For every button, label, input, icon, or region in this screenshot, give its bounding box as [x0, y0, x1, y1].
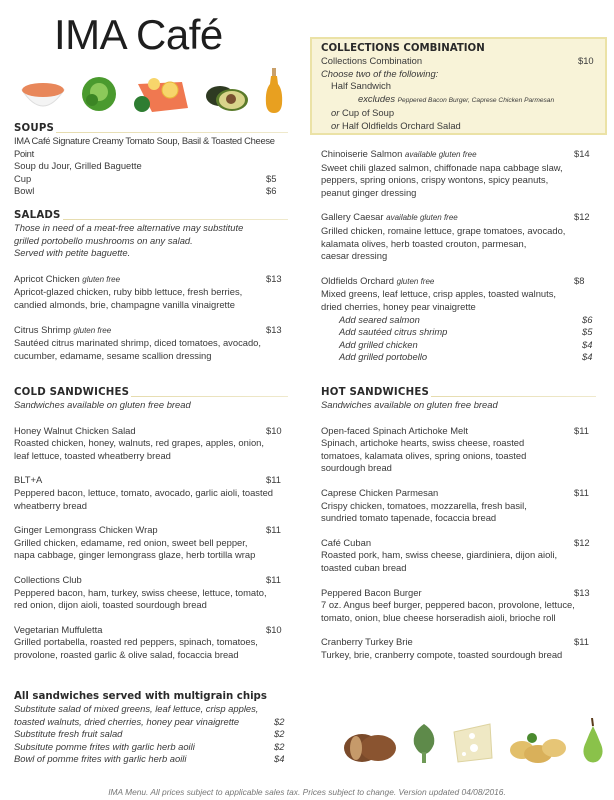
excludes-items: Peppered Bacon Burger, Caprese Chicken Parmesan	[397, 96, 555, 104]
soup-size-cup	[14, 173, 288, 186]
sides-section	[14, 690, 288, 766]
item-desc: Crispy chicken, tomatoes, mozzarella, fresh basil,	[321, 499, 527, 511]
item-desc: wheatberry bread	[14, 499, 87, 511]
cold-sandwiches-heading	[14, 386, 288, 399]
sides-heading: All sandwiches served with multigrain chips	[14, 691, 267, 702]
item-desc: kalamata olives, herb toasted crouton, parmesan,	[321, 237, 527, 249]
side-label: Bowl of pomme frites with garlic herb aoili	[14, 753, 187, 765]
or-label: or	[331, 119, 340, 131]
soups-heading	[14, 122, 288, 135]
menu-item-chinoiserie-salmon	[321, 148, 596, 199]
item-name: Collections Club	[14, 573, 82, 585]
menu-item-honey-walnut	[14, 425, 288, 463]
addon-salmon	[321, 314, 596, 327]
combination-heading: COLLECTIONS COMBINATION	[321, 43, 485, 54]
item-desc: Turkey, brie, cranberry compote, toasted sourdough bread	[321, 648, 563, 660]
item-desc: dried cherries, honey pear vinaigrette	[321, 300, 476, 312]
price: $10	[266, 623, 282, 635]
item-name: Vegetarian Muffuletta	[14, 623, 103, 635]
divider	[56, 132, 288, 133]
side-label: Substitute fresh fruit salad	[14, 728, 123, 740]
addon-label: Add grilled chicken	[339, 338, 418, 350]
gluten-free-tag: available gluten free	[386, 213, 458, 223]
price: $14	[574, 148, 590, 159]
item-name: Cranberry Turkey Brie	[321, 636, 413, 648]
cafe-title: IMA Café	[54, 11, 223, 58]
price: $2	[274, 715, 285, 727]
item-name: Café Cuban	[321, 536, 372, 548]
price: $13	[266, 272, 282, 284]
addon-portobello	[321, 351, 596, 364]
avocado-icon	[204, 78, 250, 114]
item-desc: Peppered bacon, lettuce, tomato, avocado, garlic aioli, toasted	[14, 486, 274, 498]
item-desc: Spinach, artichoke hearts, swiss cheese, roasted	[321, 437, 525, 449]
item-name: Honey Walnut Chicken Salad	[14, 424, 136, 436]
item-desc: cucumber, edamame, sesame scallion dressing	[14, 349, 212, 361]
menu-item-caprese-chicken	[321, 487, 596, 525]
item-name: Chinoiserie Salmon	[321, 148, 403, 159]
item-name: Peppered Bacon Burger	[321, 586, 422, 598]
item-desc: red onion, dijon aioli, toasted sourdough bread	[14, 599, 207, 611]
combination-option-2	[321, 107, 596, 120]
price: $12	[574, 536, 590, 548]
price: $11	[574, 486, 589, 498]
item-desc: Apricot-glazed chicken, ruby bibb lettuce, fresh berries,	[14, 286, 243, 298]
addon-shrimp	[321, 326, 596, 339]
cold-sandwiches-section	[14, 386, 288, 674]
item-desc: Roasted chicken, honey, walnuts, red grapes, apples, onion,	[14, 437, 264, 449]
menu-item-citrus-shrimp	[14, 324, 288, 363]
menu-item-collections-club	[14, 574, 288, 612]
item-desc: 7 oz. Angus beef burger, peppered bacon, provolone, lettuce,	[321, 599, 575, 611]
price: $4	[582, 351, 593, 363]
footer-note: IMA Menu. All prices subject to applicable sales tax. Prices subject to change. Version updated 04/08/2016.	[108, 787, 506, 797]
item-desc: tomatoes, kalamata olives, spring onions, toasted	[321, 449, 527, 461]
menu-item-gallery-caesar	[321, 211, 596, 262]
item-name: Apricot Chicken	[14, 272, 80, 284]
menu-item-muffuletta	[14, 624, 288, 662]
price: $12	[574, 211, 590, 223]
item-name: BLT+A	[14, 474, 43, 486]
price: $10	[266, 424, 282, 436]
hot-sandwiches-note: Sandwiches available on gluten free bread	[321, 399, 498, 410]
item-desc: Sweet chili glazed salmon, chiffonade napa cabbage slaw,	[321, 161, 563, 173]
divider	[431, 396, 596, 397]
hot-sandwiches-section	[321, 386, 596, 674]
side-line: Substitute salad of mixed greens, leaf lettuce, crisp apples,	[14, 703, 259, 714]
gluten-free-tag: gluten free	[396, 276, 435, 286]
price: $11	[266, 474, 281, 486]
bread-icon	[340, 728, 398, 764]
item-desc: provolone, roasted garlic & olive salad, focaccia bread	[14, 648, 239, 660]
price: $6	[266, 185, 277, 197]
artichoke-icon	[410, 722, 438, 764]
gluten-free-tag: gluten free	[82, 274, 121, 284]
item-name: Citrus Shrimp	[14, 323, 71, 335]
salads-note-3: Served with petite baguette.	[14, 247, 131, 259]
hot-sandwiches-heading-text: HOT SANDWICHES	[321, 387, 430, 398]
item-desc: sourdough bread	[321, 462, 392, 474]
item-desc: tomato, onion, blue cheese horseradish aioli, brioche roll	[321, 611, 556, 623]
price: $6	[582, 313, 593, 325]
item-desc: Grilled chicken, edamame, red onion, sweet bell pepper,	[14, 536, 248, 548]
price: $2	[274, 740, 285, 752]
price: $10	[578, 55, 594, 66]
combination-choose: Choose two of the following:	[321, 67, 439, 79]
item-desc: Grilled chicken, romaine lettuce, grape tomatoes, avocado,	[321, 224, 566, 236]
menu-item-ginger-wrap	[14, 524, 288, 562]
item-desc: Sautéed citrus marinated shrimp, diced tomatoes, avocado,	[14, 337, 262, 349]
item-name: Ginger Lemongrass Chicken Wrap	[14, 524, 158, 536]
side-item	[14, 716, 288, 729]
item-desc: Grilled portabella, roasted red peppers, spinach, tomatoes,	[14, 636, 258, 648]
addon-label: Add seared salmon	[339, 313, 420, 325]
salads-heading-text: SALADS	[14, 209, 61, 221]
side-item	[14, 741, 288, 754]
combination-row	[321, 55, 596, 68]
tomato-soup-icon	[20, 78, 66, 114]
addon-chicken	[321, 339, 596, 352]
size-label: Cup	[14, 172, 32, 184]
item-desc: Peppered bacon, ham, turkey, swiss cheese, lettuce, tomato,	[14, 586, 267, 598]
salads-heading	[14, 209, 288, 222]
item-desc: toasted cuban bread	[321, 561, 407, 573]
addon-label: Add grilled portobello	[339, 351, 428, 363]
combination-name: Collections Combination	[321, 55, 423, 66]
menu-item-bacon-burger	[321, 587, 596, 625]
item-name: Open-faced Spinach Artichoke Melt	[321, 424, 468, 436]
item-desc: peppers, spring onions, crispy wontons, spicy peanuts,	[321, 174, 549, 186]
item-desc: sundried tomato tapenade, focaccia bread	[321, 512, 497, 524]
potatoes-icon	[508, 730, 568, 764]
addon-label: Add sautéed citrus shrimp	[339, 326, 448, 338]
side-label: toasted walnuts, dried cherries, honey pear vinaigrette	[14, 715, 240, 727]
excludes-label: excludes	[358, 92, 396, 104]
price: $5	[582, 326, 593, 338]
bottom-food-images	[340, 718, 606, 764]
menu-item-blt-a	[14, 474, 288, 512]
olive-oil-icon	[264, 68, 284, 114]
menu-item-oldfields-orchard	[321, 275, 596, 364]
menu-item-cranberry-turkey	[321, 636, 596, 661]
combination-option-1: Half Sandwich	[331, 80, 391, 92]
gluten-free-tag: gluten free	[73, 325, 112, 335]
price: $5	[266, 172, 277, 184]
right-salads	[321, 148, 596, 376]
divider	[63, 219, 288, 220]
salmon-icon	[132, 78, 190, 114]
combination-excludes	[321, 93, 596, 108]
size-label: Bowl	[14, 185, 35, 197]
item-name: Caprese Chicken Parmesan	[321, 486, 439, 498]
price: $11	[266, 573, 281, 585]
collections-combination-box	[310, 37, 607, 135]
menu-item-spinach-melt	[321, 425, 596, 475]
lettuce-icon	[80, 74, 118, 114]
top-food-images	[20, 68, 284, 114]
price: $4	[274, 753, 285, 765]
salads-note-2: grilled portobello mushrooms on any salad.	[14, 234, 193, 246]
soups-line-1: IMA Café Signature Creamy Tomato Soup, Basil & Toasted Cheese Point	[14, 135, 275, 159]
side-item	[14, 728, 288, 741]
item-desc: candied almonds, brie, champagne vanilla vinaigrette	[14, 298, 235, 310]
gluten-free-tag: available gluten free	[404, 150, 477, 159]
cold-sandwiches-note: Sandwiches available on gluten free bread	[14, 399, 191, 410]
price: $13	[266, 323, 282, 335]
price: $11	[266, 524, 281, 536]
soup-size-bowl	[14, 185, 288, 198]
cheese-icon	[450, 722, 496, 764]
hot-sandwiches-heading	[321, 386, 596, 399]
soups-heading-text: SOUPS	[14, 123, 55, 134]
divider	[131, 396, 288, 397]
item-desc: leaf lettuce, toasted wheatberry bread	[14, 449, 171, 461]
pear-icon	[580, 718, 606, 764]
price: $11	[574, 424, 589, 436]
price: $4	[582, 338, 593, 350]
item-desc: peanut ginger dressing	[321, 186, 417, 198]
soups-line-2: Soup du Jour, Grilled Baguette	[14, 160, 142, 172]
side-label: Subsitute pomme frites with garlic herb aoili	[14, 740, 195, 752]
menu-item-apricot-chicken	[14, 273, 288, 312]
price: $8	[574, 274, 585, 286]
side-item	[14, 753, 288, 766]
item-name: Oldfields Orchard	[321, 274, 394, 286]
cold-sandwiches-heading-text: COLD SANDWICHES	[14, 387, 130, 398]
item-name: Gallery Caesar	[321, 211, 384, 223]
item-desc: Roasted pork, ham, swiss cheese, giardiniera, dijon aioli,	[321, 549, 558, 561]
item-desc: Mixed greens, leaf lettuce, crisp apples, toasted walnuts,	[321, 288, 557, 300]
menu-item-cafe-cuban	[321, 537, 596, 575]
item-desc: napa cabbage, ginger lemongrass glaze, herb tortilla wrap	[14, 549, 256, 561]
price: $13	[574, 586, 590, 598]
salads-note-1: Those in need of a meat-free alternative may substitute	[14, 221, 244, 233]
price: $11	[574, 636, 589, 648]
or-label: or	[331, 107, 340, 119]
combination-option-3	[321, 120, 596, 133]
option-label: Half Oldfields Orchard Salad	[341, 119, 461, 131]
option-label: Cup of Soup	[341, 107, 395, 119]
price: $2	[274, 728, 285, 740]
left-column	[14, 122, 288, 374]
item-desc: caesar dressing	[321, 250, 388, 262]
